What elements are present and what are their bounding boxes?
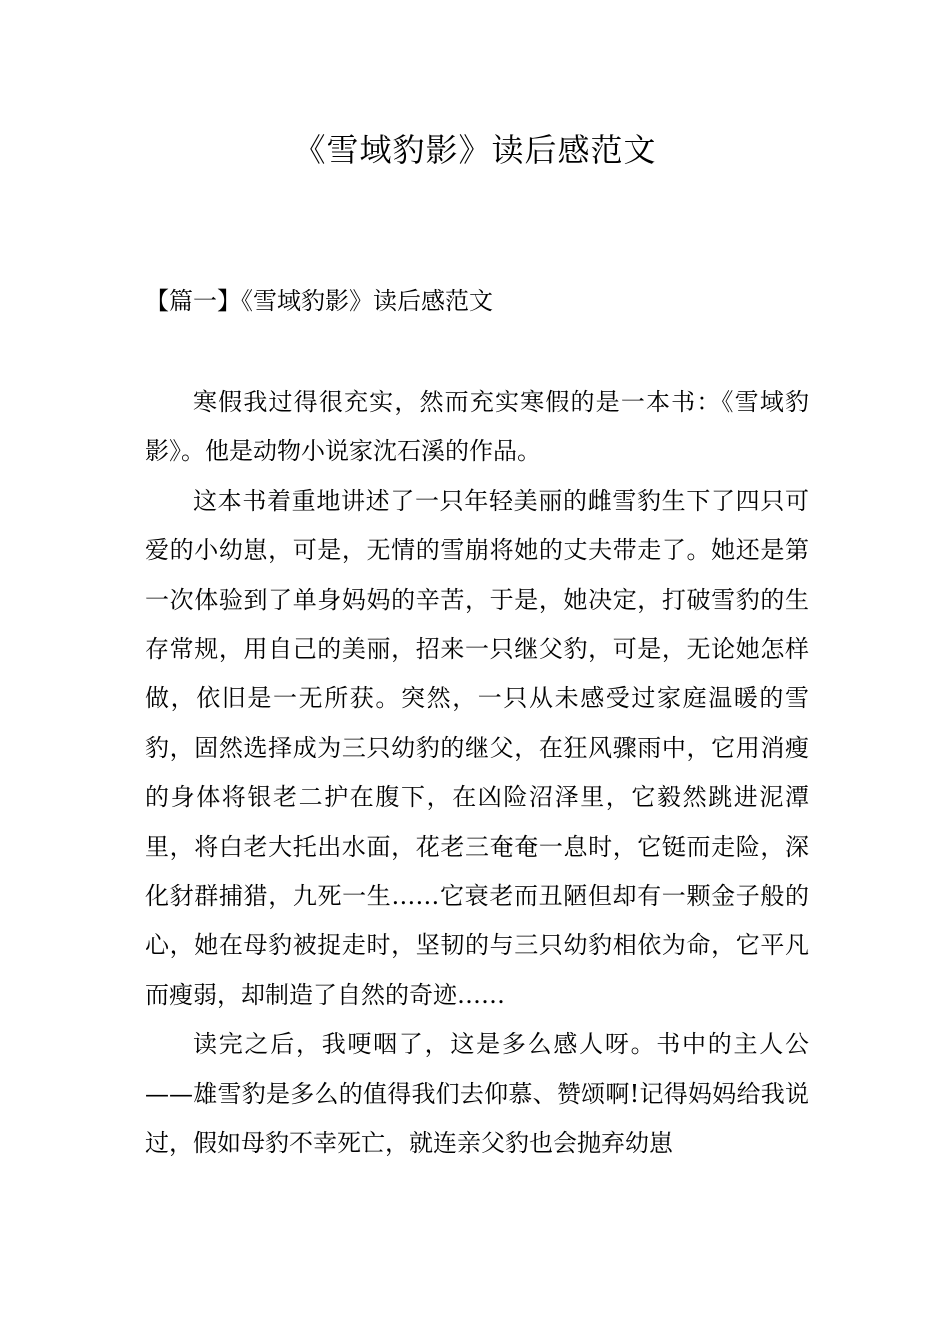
paragraph-2: 这本书着重地讲述了一只年轻美丽的雌雪豹生下了四只可爱的小幼崽，可是，无情的雪崩将她的丈夫带走了。她还是第一次体验到了单身妈妈的辛苦，于是，她决定，打破雪豹的生存常规，用自己的美丽，招来一只继父豹，可是，无论她怎样做，依旧是一无所获。突然，一只从未感受过家庭温暖的雪豹，固然选择成为三只幼豹的继父，在狂风骤雨中，它用消瘦的身体将银老二护在腹下，在凶险沼泽里，它毅然跳进泥潭里，将白老大托出水面，花老三奄奄一息时，它铤而走险，深化豺群捕猎，九死一生……它衰老而丑陋但却有一颗金子般的心，她在母豹被捉走时，坚韧的与三只幼豹相依为命，它平凡而瘦弱，却制造了自然的奇迹…… [145, 486, 809, 1009]
paragraph-3: 读完之后，我哽咽了，这是多么感人呀。书中的主人公——雄雪豹是多么的值得我们去仰慕、赞颂啊!记得妈妈给我说过，假如母豹不幸死亡，就连亲父豹也会抛弃幼崽 [145, 1030, 809, 1158]
section-heading: 【篇一】《雪域豹影》读后感范文 [145, 287, 493, 315]
paragraph-1: 寒假我过得很充实，然而充实寒假的是一本书：《雪域豹影》。他是动物小说家沈石溪的作品。 [145, 388, 809, 466]
document-body [145, 378, 809, 1169]
document-title: 《雪域豹影》读后感范文 [293, 131, 657, 169]
